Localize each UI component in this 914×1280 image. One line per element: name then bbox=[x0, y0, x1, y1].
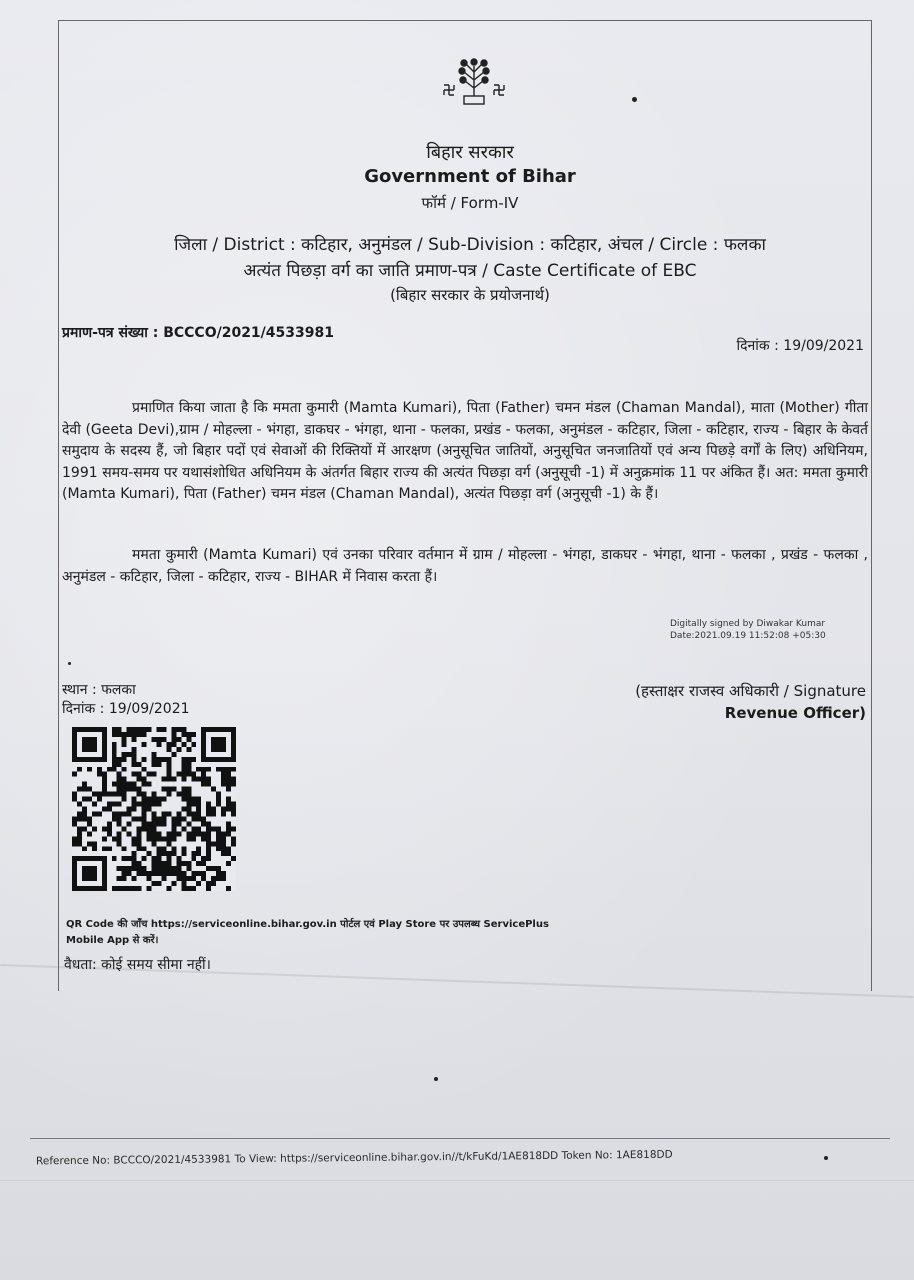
state-name-hindi: बिहार सरकार bbox=[426, 142, 514, 163]
bihar-emblem-icon bbox=[438, 52, 510, 108]
footer-divider bbox=[30, 1138, 890, 1139]
validity-note: वैधता: कोई समय सीमा नहीं। bbox=[64, 957, 211, 973]
ink-speck bbox=[68, 662, 71, 665]
ink-speck bbox=[824, 1156, 828, 1160]
certificate-body-paragraph: प्रमाणित किया जाता है कि ममता कुमारी (Mamta Kumari), पिता (Father) चमन मंडल (Chaman Mandal), माता (Mother) गीता देवी (Geeta Devi),ग्राम / मोहल्ला - भंगहा, डाकघर - भंगहा, थाना - फलका, प्रखंड - फलका, अनुमंडल - कटिहार, जिला - कटिहार, राज्य - बिहार के केवर्त समुदाय के सदस्य हैं, जो बिहार पदों एवं सेवाओं की रिक्तियों में आरक्षण (अनुसूचित जातियों, अनुसूचित जनजातियों एवं अन्य पिछड़े वर्गों के लिए) अधिनियम, 1991 समय-समय पर यथासंशोधित अधिनियम के अंतर्गत बिहार राज्य की अत्यंत पिछड़ा वर्ग (अनुसूची -1) में अनुक्रमांक 11 पर अंकित हैं। अत: ममता कुमारी (Mamta Kumari), पिता (Father) चमन मंडल (Chaman Mandal), अत्यंत पिछड़ा वर्ग (अनुसूची -1) के हैं। bbox=[62, 400, 868, 502]
place: स्थान : फलका bbox=[62, 682, 136, 698]
signature-label-line1: (हस्ताक्षर राजस्व अधिकारी / Signature bbox=[635, 682, 866, 700]
district-line: जिला / District : कटिहार, अनुमंडल / Sub-Division : कटिहार, अंचल / Circle : फलका bbox=[174, 235, 766, 255]
digital-signature-date: Date:2021.09.19 11:52:08 +05:30 bbox=[670, 631, 826, 641]
place-date: दिनांक : 19/09/2021 bbox=[62, 701, 190, 717]
digital-signature bbox=[670, 618, 826, 642]
qr-code[interactable] bbox=[72, 727, 236, 891]
qr-note-line1: QR Code की जाँच https://serviceonline.bihar.gov.in पोर्टल एवं Play Store पर उपलब्ध ServicePlus bbox=[66, 919, 549, 930]
reference-footer: Reference No: BCCCO/2021/4533981 To View: https://serviceonline.bihar.gov.in//t/kFuKd/1AE818DD Token No: 1AE818DD bbox=[35, 1148, 673, 1168]
form-number: फॉर्म / Form-IV bbox=[421, 194, 519, 212]
qr-verification-note bbox=[66, 917, 626, 949]
issue-date: दिनांक : 19/09/2021 bbox=[736, 338, 864, 354]
qr-note-line2: Mobile App से करें। bbox=[66, 935, 159, 946]
government-title: Government of Bihar bbox=[364, 166, 576, 187]
certificate-number: प्रमाण-पत्र संख्या : BCCCO/2021/4533981 bbox=[62, 325, 334, 341]
signature-label bbox=[635, 680, 866, 724]
digital-signature-name: Digitally signed by Diwakar Kumar bbox=[670, 619, 826, 629]
ink-speck bbox=[632, 97, 637, 102]
residence-paragraph: ममता कुमारी (Mamta Kumari) एवं उनका परिवार वर्तमान में ग्राम / मोहल्ला - भंगहा, डाकघर - भंगहा, थाना - फलका , प्रखंड - फलका , अनुमंडल - कटिहार, जिला - कटिहार, राज्य - BIHAR में निवास करता हैं। bbox=[62, 547, 868, 585]
certificate-purpose: (बिहार सरकार के प्रयोजनार्थ) bbox=[390, 286, 550, 304]
signature-label-line2: Revenue Officer) bbox=[724, 704, 866, 722]
paper-fold bbox=[0, 1180, 914, 1181]
certificate-type: अत्यंत पिछड़ा वर्ग का जाति प्रमाण-पत्र / Caste Certificate of EBC bbox=[243, 261, 697, 281]
ink-speck bbox=[434, 1077, 438, 1081]
